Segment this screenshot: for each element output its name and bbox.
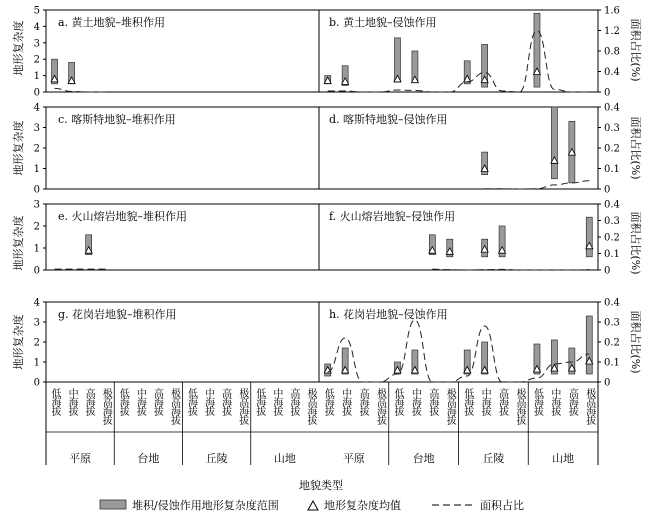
category-label: 极高海拔 [514,388,526,424]
y-tick-label-right: 0.2 [604,337,620,349]
legend-range-swatch [100,500,126,509]
category-label: 极高海拔 [374,388,386,424]
group-label: 丘陵 [482,452,505,465]
category-label: 低海拔 [117,388,129,415]
x-axis-title: 地貌类型 [299,479,343,492]
panel-title-right: d. 喀斯特地貌–侵蚀作用 [329,113,448,126]
y-tick-label-left: 4 [33,102,40,114]
panel-title-left: g. 花岗岩地貌–堆积作用 [58,308,177,321]
y-tick-label-right: 0.1 [604,249,620,260]
y-tick-label-left: 4 [33,21,40,33]
category-label: 低海拔 [461,388,473,415]
category-label: 高海拔 [426,388,438,415]
y-axis-label-right: 面积占比(%) [629,310,642,374]
category-label: 高海拔 [287,388,299,415]
y-tick-label-right: 0 [604,184,611,196]
y-axis-label-right: 面积占比(%) [629,18,642,82]
y-axis-label-left: 地形复杂度 [12,20,25,76]
category-label: 中海拔 [339,388,351,415]
y-tick-label-right: 0.4 [604,67,620,78]
category-label: 中海拔 [479,388,491,415]
category-label: 极高海拔 [583,388,595,424]
category-label: 低海拔 [391,388,403,415]
category-label: 低海拔 [322,388,334,415]
panel-title-right: f. 火山熔岩地貌–侵蚀作用 [329,210,456,223]
y-tick-label-left: 3 [33,123,40,134]
legend-area-label: 面积占比 [480,499,524,512]
y-tick-label-right: 0.3 [604,123,620,134]
y-tick-label-right: 0.4 [604,297,620,309]
panel-title-right: b. 黄土地貌–侵蚀作用 [329,16,437,29]
category-label: 中海拔 [134,388,146,415]
y-tick-label-left: 0 [33,87,40,99]
category-label: 极高海拔 [304,388,316,424]
legend-mean-marker [308,501,318,510]
category-label: 中海拔 [409,388,421,415]
category-label: 高海拔 [83,388,95,415]
y-tick-label-right: 0.4 [604,199,620,211]
category-label: 高海拔 [496,388,508,415]
panel-title-right: h. 花岗岩地貌–侵蚀作用 [329,308,448,321]
panel-title-left: e. 火山熔岩地貌–堆积作用 [58,210,188,223]
y-tick-label-right: 0 [604,87,611,99]
y-tick-label-left: 1 [33,71,40,83]
group-label: 山地 [552,452,575,465]
y-tick-label-left: 3 [33,317,40,329]
category-axis [46,382,598,465]
group-label: 台地 [412,452,435,465]
area-share-line [55,88,106,92]
category-label: 极高海拔 [100,388,112,424]
y-tick-label-left: 3 [33,199,40,211]
y-tick-label-left: 0 [33,265,40,277]
legend-range-label: 堆积/侵蚀作用地形复杂度范围 [132,499,279,512]
category-label: 极高海拔 [168,388,180,424]
category-label: 高海拔 [357,388,369,415]
y-tick-label-right: 0 [604,265,611,277]
range-bar [586,316,592,374]
y-tick-label-left: 3 [33,38,40,50]
y-tick-label-left: 1 [33,164,40,175]
y-tick-label-left: 2 [33,337,40,349]
category-label: 极高海拔 [236,388,248,424]
area-share-line [432,269,589,270]
panel-row [34,200,620,277]
y-tick-label-right: 0.2 [604,143,620,155]
category-label: 低海拔 [185,388,197,415]
y-axis-label-left: 地形复杂度 [12,314,25,370]
category-label: 高海拔 [566,388,578,415]
y-axis-label-right: 面积占比(%) [629,211,642,275]
legend-mean-label: 地形复杂度均值 [324,499,401,512]
area-share-line [328,31,590,93]
y-tick-label-right: 0.8 [604,46,620,58]
y-tick-label-left: 1 [33,357,40,369]
y-tick-label-left: 1 [33,243,40,255]
y-tick-label-right: 1.6 [604,5,620,17]
panel-row [34,103,620,196]
range-bar [551,107,557,179]
panel-row [34,298,620,389]
y-tick-label-right: 0.3 [604,216,620,227]
axis-title-left [11,21,25,370]
y-tick-label-right: 0.3 [604,317,620,329]
category-label: 高海拔 [151,388,163,415]
y-tick-label-left: 2 [33,221,40,233]
y-tick-label-right: 0.4 [604,102,620,114]
y-tick-label-left: 0 [33,377,40,389]
y-tick-label-left: 0 [33,184,40,196]
group-label: 丘陵 [205,452,228,465]
y-tick-label-right: 0.1 [604,357,620,369]
category-label: 高海拔 [219,388,231,415]
category-label: 低海拔 [253,388,265,415]
category-label: 中海拔 [548,388,560,415]
y-tick-label-right: 0.1 [604,164,620,175]
panel-title-left: a. 黄土地貌–堆积作用 [58,16,166,29]
y-tick-label-left: 4 [33,297,40,309]
legend [100,498,524,512]
group-label: 山地 [273,452,296,465]
category-label: 低海拔 [531,388,543,415]
group-label: 平原 [342,452,365,465]
area-share-line [328,320,590,382]
category-label: 中海拔 [66,388,78,415]
y-tick-label-right: 0 [604,377,611,389]
y-tick-label-left: 5 [33,5,40,17]
y-axis-label-left: 地形复杂度 [12,215,25,271]
panel-title-left: c. 喀斯特地貌–堆积作用 [58,113,176,126]
y-axis-label-left: 地形复杂度 [12,120,25,176]
axis-title-right [629,18,643,373]
range-bar [586,217,592,257]
category-label: 中海拔 [270,388,282,415]
category-label: 中海拔 [202,388,214,415]
category-label: 低海拔 [49,388,61,415]
group-label: 台地 [137,452,160,465]
y-tick-label-left: 2 [33,143,40,155]
y-axis-label-right: 面积占比(%) [629,116,642,180]
range-bar [534,13,540,87]
panel-row [34,6,620,99]
group-label: 平原 [69,452,92,465]
y-tick-label-right: 0.2 [604,232,620,244]
y-tick-label-left: 2 [33,54,40,66]
y-tick-label-right: 1.2 [604,26,620,37]
category-label: 极高海拔 [444,388,456,424]
